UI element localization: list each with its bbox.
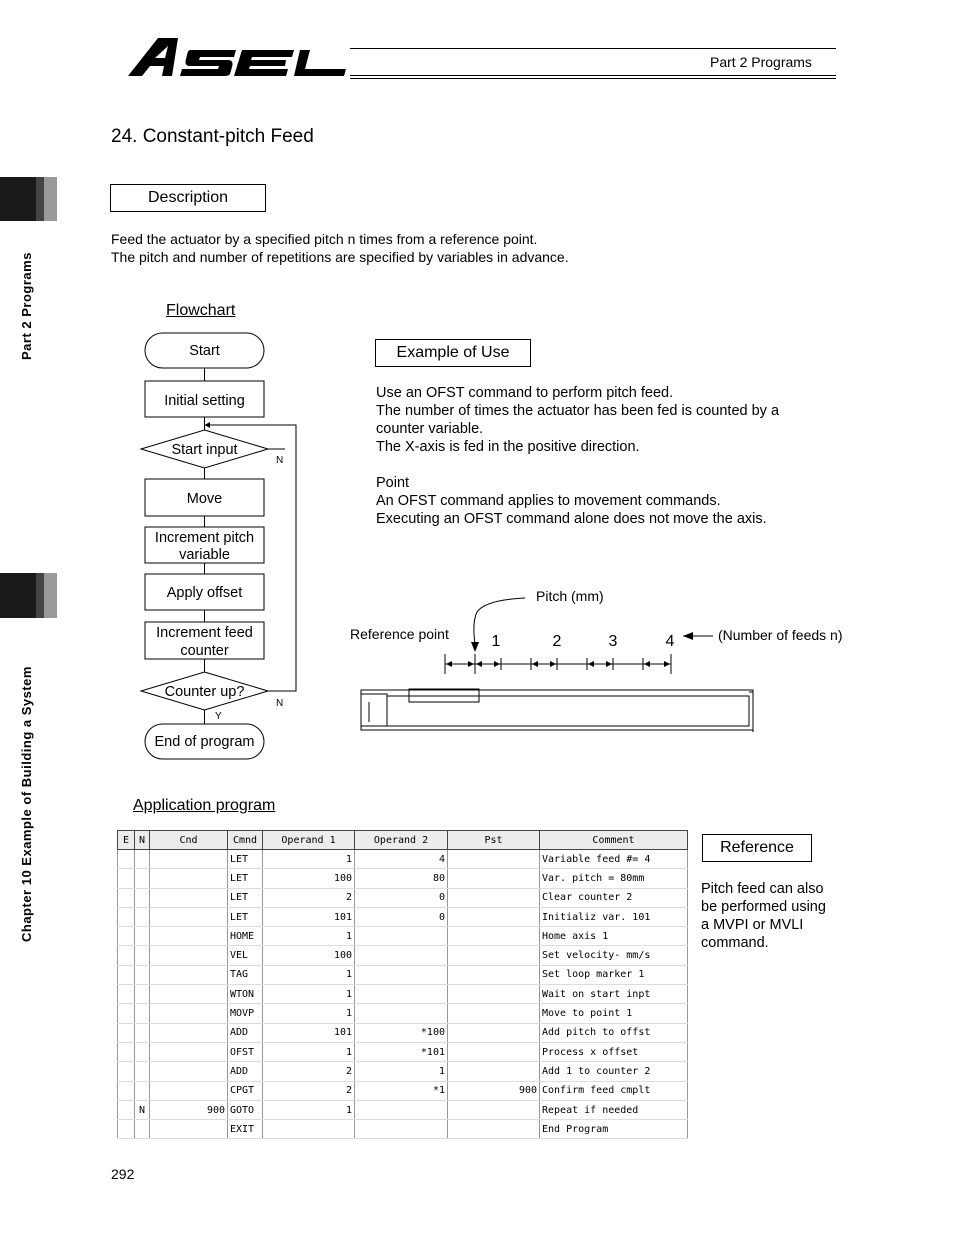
program-cell: 1 [263,965,355,984]
flowchart-label: Flowchart [166,302,236,319]
pitch-label: Pitch (mm) [536,588,604,604]
program-cell [150,1081,228,1100]
program-cell: 80 [355,869,448,888]
flow-inc-pitch-text: Increment pitch [154,530,255,546]
program-cell: Add 1 to counter 2 [540,1062,688,1081]
pitch-feed-diagram [345,582,865,742]
program-cell: CPGT [228,1081,263,1100]
reference-text [701,880,851,952]
program-header-cell: Pst [448,831,540,850]
program-cell [150,850,228,869]
program-row [118,946,688,965]
program-row [118,907,688,926]
program-header-cell: Comment [540,831,688,850]
program-cell: Variable feed #= 4 [540,850,688,869]
program-cell [118,1062,135,1081]
program-cell: WTON [228,985,263,1004]
program-cell: 101 [263,1023,355,1042]
program-cell [118,1081,135,1100]
program-cell: 1 [263,985,355,1004]
program-cell: Add pitch to offst [540,1023,688,1042]
program-cell: Move to point 1 [540,1004,688,1023]
program-cell: Set loop marker 1 [540,965,688,984]
example-line: Executing an OFST command alone does not move the axis. [376,511,767,527]
program-cell: 1 [263,1100,355,1119]
program-cell: 0 [355,888,448,907]
program-cell: 1 [355,1062,448,1081]
program-cell: GOTO [228,1100,263,1119]
program-cell [118,869,135,888]
program-cell [150,1042,228,1061]
program-row [118,869,688,888]
program-cell [355,1004,448,1023]
program-header-cell: Cmnd [228,831,263,850]
section-title: 24. Constant-pitch Feed [111,126,314,147]
program-cell [135,965,150,984]
flow-start-input-text: Start input [171,442,238,458]
program-cell: LET [228,907,263,926]
program-cell [135,907,150,926]
side-chapter-label: Chapter 10 Example of Building a System [19,666,34,942]
program-cell [135,1023,150,1042]
program-row [118,965,688,984]
program-cell [448,1062,540,1081]
reference-line: command. [701,935,769,951]
program-cell [150,927,228,946]
program-cell: Set velocity- mm/s [540,946,688,965]
asel-logo [128,36,350,80]
program-cell [118,1023,135,1042]
example-line: An OFST command applies to movement commands. [376,493,721,509]
program-cell [448,965,540,984]
program-cell: Repeat if needed [540,1100,688,1119]
program-label: Application program [133,797,276,814]
program-cell [118,985,135,1004]
program-row [118,1120,688,1139]
program-cell [448,869,540,888]
example-label: Example of Use [375,339,531,367]
program-cell [355,946,448,965]
feeds-label: (Number of feeds n) [718,627,843,643]
program-cell [448,850,540,869]
program-cell: 2 [263,888,355,907]
program-cell [448,888,540,907]
feed-number: 1 [491,633,501,650]
side-part-label: Part 2 Programs [19,252,34,360]
program-cell [135,1062,150,1081]
flow-inc-feed-text: counter [180,643,229,659]
page-number: 292 [111,1166,135,1182]
program-header-cell: E [118,831,135,850]
program-cell: HOME [228,927,263,946]
program-cell: 100 [263,869,355,888]
example-line: Use an OFST command to perform pitch feed. [376,385,674,401]
program-row [118,927,688,946]
program-cell: TAG [228,965,263,984]
program-cell [150,888,228,907]
header-part-label: Part 2 Programs [710,54,812,70]
program-cell [118,965,135,984]
program-cell [135,1042,150,1061]
flow-n-label: N [276,698,284,709]
program-cell [118,927,135,946]
flow-counter-text: Counter up? [164,684,245,700]
program-cell [118,850,135,869]
program-cell: MOVP [228,1004,263,1023]
program-cell [448,985,540,1004]
program-cell: 1 [263,1042,355,1061]
side-tab-chapter [0,573,57,618]
flow-start-text: Start [189,343,220,359]
program-cell: 100 [263,946,355,965]
program-cell [135,1120,150,1139]
program-cell: 4 [355,850,448,869]
flow-inc-feed-text: Increment feed [156,625,253,641]
program-cell: LET [228,888,263,907]
flow-inc-pitch-text: variable [179,547,230,563]
program-cell [135,927,150,946]
program-row [118,850,688,869]
program-header-cell: Operand 1 [263,831,355,850]
program-cell [150,1120,228,1139]
program-cell [150,965,228,984]
program-cell [448,1100,540,1119]
program-cell: 1 [263,1004,355,1023]
program-cell: OFST [228,1042,263,1061]
program-cell [355,1100,448,1119]
program-row [118,1081,688,1100]
program-row [118,1042,688,1061]
program-cell: EXIT [228,1120,263,1139]
program-cell [263,1120,355,1139]
program-cell [135,869,150,888]
program-cell: *1 [355,1081,448,1100]
side-tab-part [0,177,57,221]
program-cell: Initializ var. 101 [540,907,688,926]
flow-end-text: End of program [154,734,255,750]
example-line: The number of times the actuator has been fed is counted by a [376,403,780,419]
reference-line: Pitch feed can also [701,881,824,897]
program-row [118,888,688,907]
program-cell [150,1062,228,1081]
program-cell: *100 [355,1023,448,1042]
example-line: The X-axis is fed in the positive direction. [376,439,640,455]
description-text [111,230,569,266]
program-cell: 900 [150,1100,228,1119]
program-cell [135,1004,150,1023]
program-cell: 1 [263,927,355,946]
flow-move-text: Move [186,491,223,507]
flow-n-label: N [276,455,284,466]
reference-line: a MVPI or MVLI [701,917,804,933]
program-cell [118,888,135,907]
program-cell [150,907,228,926]
program-cell [118,946,135,965]
program-cell [355,965,448,984]
program-header-cell: Cnd [150,831,228,850]
program-cell [150,946,228,965]
program-cell: End Program [540,1120,688,1139]
program-cell [135,850,150,869]
program-cell: Clear counter 2 [540,888,688,907]
reference-label: Reference [702,834,812,862]
program-cell [118,1100,135,1119]
program-cell [448,1120,540,1139]
program-cell: LET [228,850,263,869]
program-cell: ADD [228,1062,263,1081]
flowchart [135,328,305,768]
description-line: Feed the actuator by a specified pitch n times from a reference point. [111,231,538,247]
program-row [118,1062,688,1081]
program-cell [118,907,135,926]
program-table [117,830,688,1139]
example-point-heading: Point [376,475,410,491]
program-cell: Wait on start inpt [540,985,688,1004]
program-cell [118,1004,135,1023]
header-rule [350,75,836,76]
program-cell [150,869,228,888]
feed-number: 2 [552,633,562,650]
program-cell [448,1042,540,1061]
description-line: The pitch and number of repetitions are specified by variables in advance. [111,249,569,265]
program-cell [135,1081,150,1100]
flow-apply-offset-text: Apply offset [166,585,243,601]
program-cell: LET [228,869,263,888]
program-cell: Var. pitch = 80mm [540,869,688,888]
program-cell: 0 [355,907,448,926]
program-cell [118,1120,135,1139]
program-cell: ADD [228,1023,263,1042]
program-cell: *101 [355,1042,448,1061]
example-text [376,384,826,528]
flow-y-label: Y [215,711,222,722]
program-cell: 2 [263,1081,355,1100]
program-cell [448,907,540,926]
program-header-cell: N [135,831,150,850]
program-row [118,1023,688,1042]
example-line: counter variable. [376,421,484,437]
header-rule [350,78,836,79]
program-cell: 900 [448,1081,540,1100]
program-cell: 1 [263,850,355,869]
reference-point-label: Reference point [350,626,449,642]
feed-number: 3 [608,633,618,650]
header-rule [350,48,836,49]
program-header-cell: Operand 2 [355,831,448,850]
program-cell [150,985,228,1004]
program-row [118,1004,688,1023]
flow-initial-text: Initial setting [164,393,245,409]
reference-line: be performed using [701,899,826,915]
program-cell: VEL [228,946,263,965]
program-row [118,1100,688,1119]
program-cell: 101 [263,907,355,926]
description-label: Description [110,184,266,212]
program-cell: N [135,1100,150,1119]
program-row [118,985,688,1004]
feed-number: 4 [665,633,675,650]
program-cell [135,888,150,907]
program-cell [355,985,448,1004]
program-cell [135,946,150,965]
program-cell [355,1120,448,1139]
program-cell: Process x offset [540,1042,688,1061]
program-cell [355,927,448,946]
program-cell [135,985,150,1004]
program-cell [118,1042,135,1061]
program-cell [150,1004,228,1023]
program-cell: Confirm feed cmplt [540,1081,688,1100]
program-cell [448,1004,540,1023]
program-cell: Home axis 1 [540,927,688,946]
program-cell [448,927,540,946]
program-cell [448,946,540,965]
program-cell [448,1023,540,1042]
program-cell: 2 [263,1062,355,1081]
program-cell [150,1023,228,1042]
